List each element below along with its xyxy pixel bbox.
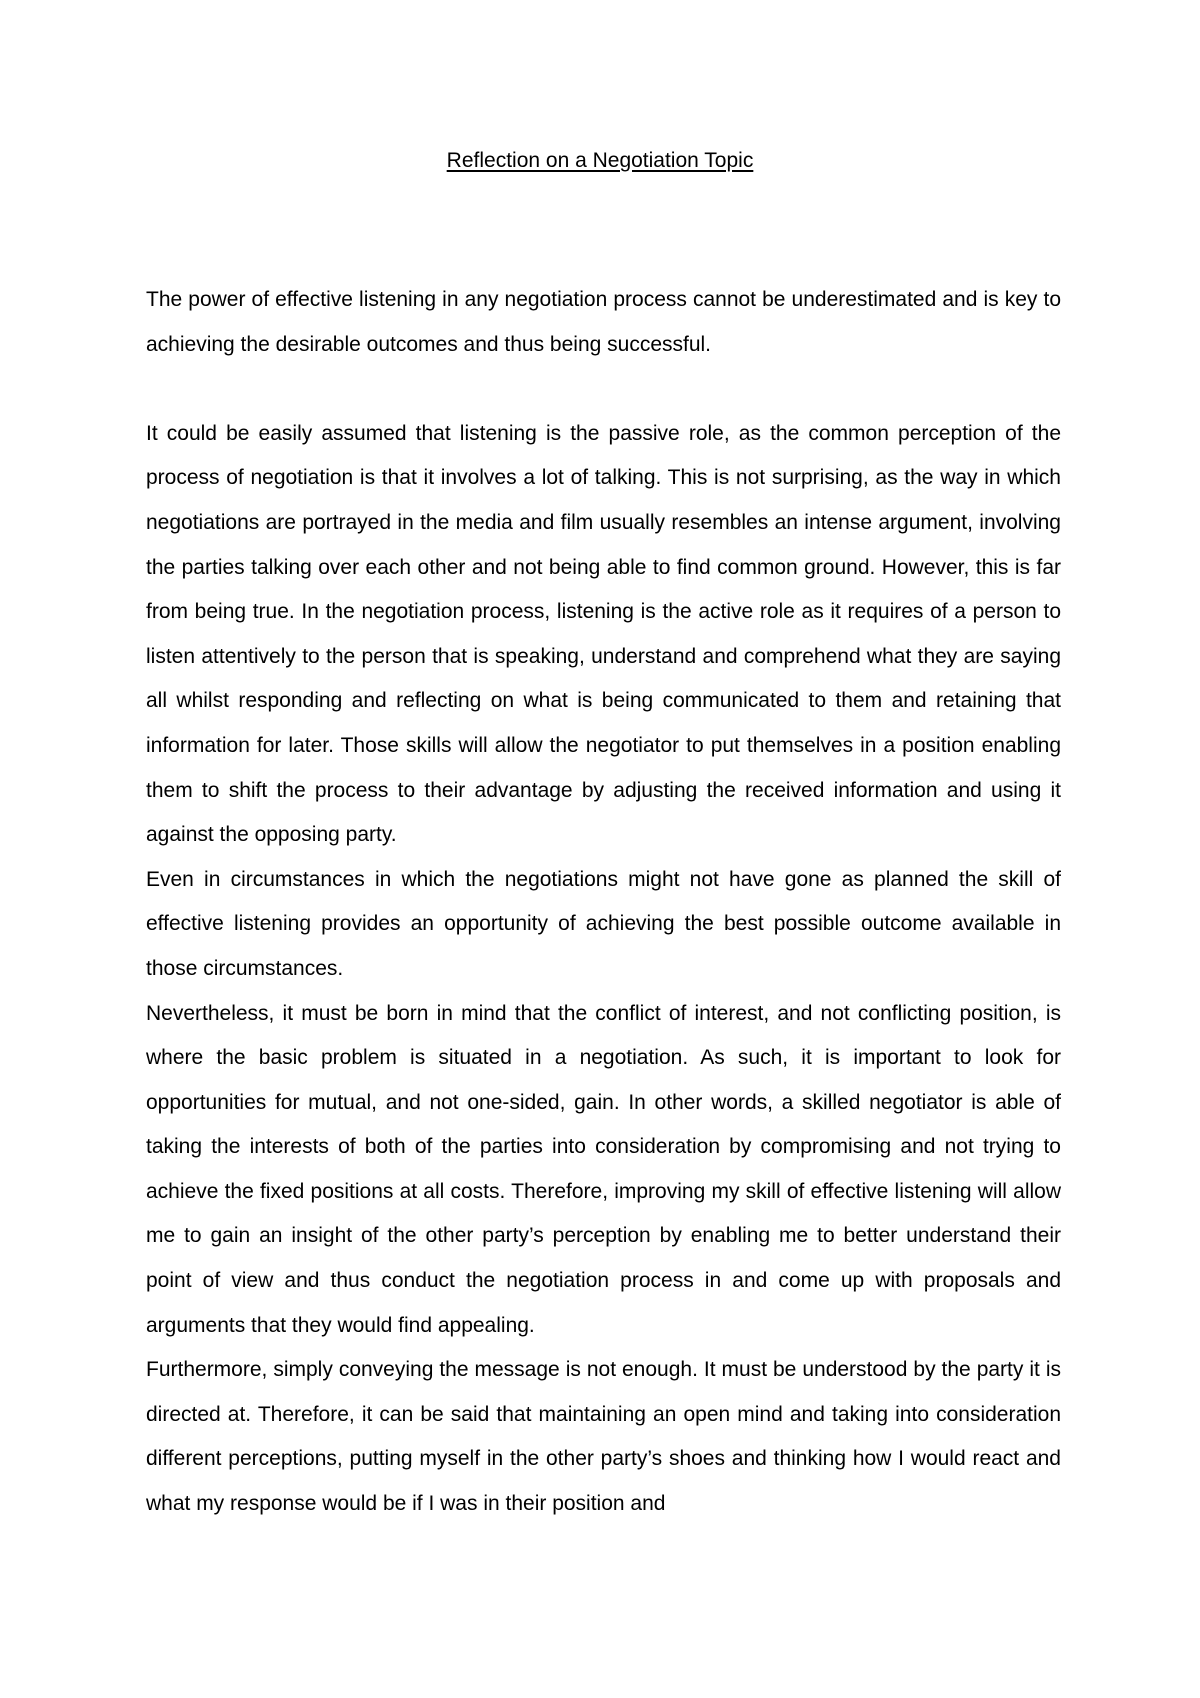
document-body [146,278,1061,1527]
paragraph-4: Nevertheless, it must be born in mind that the conflict of interest, and not conflicting position, is where the basic problem is situated in a negotiation. As such, it is important to look for opportunities for mutual, and not one-sided, gain. In other words, a skilled negotiator is able of taking the interests of both of the parties into consideration by compromising and not trying to achieve the fixed positions at all costs. Therefore, improving my skill of effective listening will allow me to gain an insight of the other party’s perception by enabling me to better understand their point of view and thus conduct the negotiation process in and come up with proposals and arguments that they would find appealing. [146,1001,1061,1337]
paragraph-1: The power of effective listening in any negotiation process cannot be underestimated and is key to achieving the desirable outcomes and thus being successful. [146,288,1061,356]
paragraph-3: Even in circumstances in which the negotiations might not have gone as planned the skill of effective listening provides an opportunity of achieving the best possible outcome available in those circumstances. [146,867,1061,980]
paragraph-5: Furthermore, simply conveying the message is not enough. It must be understood by the party it is directed at. Therefore, it can be said that maintaining an open mind and taking into consideration different perceptions, putting myself in the other party’s shoes and thinking how I would react and what my response would be if I was in their position and [146,1358,1061,1516]
document-title: Reflection on a Negotiation Topic [446,149,754,172]
paragraph-2: It could be easily assumed that listening is the passive role, as the common perception of the process of negotiation is that it involves a lot of talking. This is not surprising, as the way in which negotiations are portrayed in the media and film usually resembles an intense argument, involving the parties talking over each other and not being able to find common ground. However, this is far from being true. In the negotiation process, listening is the active role as it requires of a person to listen attentively to the person that is speaking, understand and comprehend what they are saying all whilst responding and reflecting on what is being communicated to them and retaining that information for later. Those skills will allow the negotiator to put themselves in a position enabling them to shift the process to their advantage by adjusting the received information and using it against the opposing party. [146,421,1061,847]
